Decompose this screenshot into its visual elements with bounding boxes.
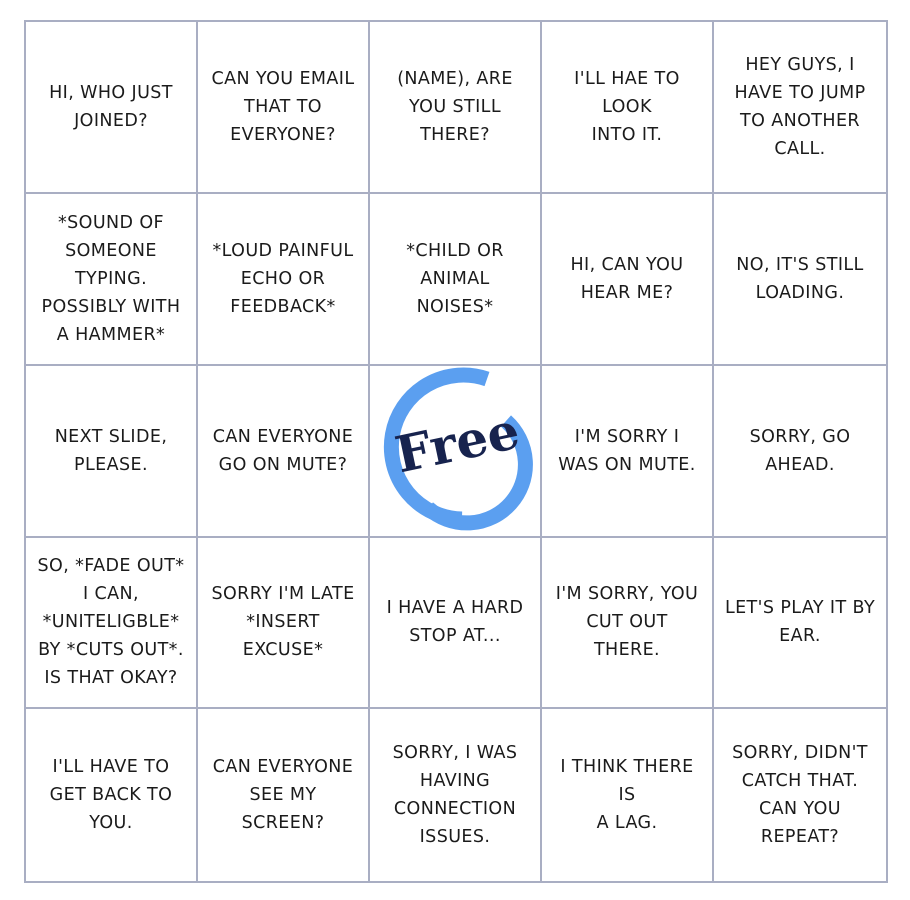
- cell-label: SO, *FADE OUT* I CAN, *UNITELIGBLE* BY *CUTS OUT*. IS THAT OKAY?: [37, 556, 185, 689]
- bingo-cell[interactable]: [714, 194, 886, 366]
- bingo-cell[interactable]: [714, 709, 886, 881]
- bingo-cell[interactable]: [198, 538, 370, 710]
- cell-label: I'M SORRY, YOU CUT OUT THERE.: [555, 584, 699, 661]
- cell-label: I HAVE A HARD STOP AT...: [386, 598, 524, 647]
- free-space-cell[interactable]: [370, 366, 542, 538]
- cell-label: CAN EVERYONE GO ON MUTE?: [212, 426, 354, 475]
- bingo-cell[interactable]: [542, 538, 714, 710]
- bingo-cell[interactable]: [198, 709, 370, 881]
- bingo-board: [24, 20, 888, 883]
- cell-label: SORRY, GO AHEAD.: [749, 426, 851, 475]
- bingo-cell[interactable]: [26, 366, 198, 538]
- bingo-cell[interactable]: [198, 194, 370, 366]
- bingo-cell[interactable]: [714, 366, 886, 538]
- cell-label: *LOUD PAINFUL ECHO OR FEEDBACK*: [212, 240, 354, 317]
- bingo-cell[interactable]: [370, 538, 542, 710]
- bingo-cell[interactable]: [370, 709, 542, 881]
- cell-label: HI, CAN YOU HEAR ME?: [570, 254, 684, 303]
- bingo-cell[interactable]: [198, 22, 370, 194]
- cell-label: *SOUND OF SOMEONE TYPING. POSSIBLY WITH A HAMMER*: [41, 212, 181, 345]
- bingo-cell[interactable]: [26, 22, 198, 194]
- bingo-cell[interactable]: [26, 538, 198, 710]
- bingo-cell[interactable]: [542, 366, 714, 538]
- bingo-cell[interactable]: [542, 709, 714, 881]
- bingo-cell[interactable]: [370, 194, 542, 366]
- free-space-label: Free: [390, 400, 525, 484]
- cell-label: *CHILD OR ANIMAL NOISES*: [406, 240, 504, 317]
- bingo-cell[interactable]: [198, 366, 370, 538]
- cell-label: I'LL HAE TO LOOK INTO IT.: [574, 68, 680, 145]
- cell-label: CAN EVERYONE SEE MY SCREEN?: [212, 757, 354, 834]
- bingo-cell[interactable]: [26, 709, 198, 881]
- bingo-cell[interactable]: [714, 538, 886, 710]
- cell-label: SORRY, I WAS HAVING CONNECTION ISSUES.: [392, 743, 518, 848]
- bingo-cell[interactable]: [542, 194, 714, 366]
- bingo-cell[interactable]: [542, 22, 714, 194]
- circular-arrow-ring-icon: [370, 366, 540, 536]
- cell-label: CAN YOU EMAIL THAT TO EVERYONE?: [211, 68, 355, 145]
- cell-label: (NAME), ARE YOU STILL THERE?: [397, 68, 513, 145]
- cell-label: SORRY, DIDN'T CATCH THAT. CAN YOU REPEAT?: [732, 743, 868, 848]
- cell-label: HEY GUYS, I HAVE TO JUMP TO ANOTHER CALL.: [734, 54, 866, 159]
- bingo-cell[interactable]: [26, 194, 198, 366]
- cell-label: I THINK THERE IS A LAG.: [560, 757, 694, 834]
- cell-label: LET'S PLAY IT BY EAR.: [724, 598, 876, 647]
- cell-label: I'LL HAVE TO GET BACK TO YOU.: [49, 757, 173, 834]
- bingo-cell[interactable]: [714, 22, 886, 194]
- cell-label: SORRY I'M LATE *INSERT EXCUSE*: [211, 584, 355, 661]
- cell-label: HI, WHO JUST JOINED?: [49, 82, 173, 131]
- cell-label: NEXT SLIDE, PLEASE.: [54, 426, 168, 475]
- cell-label: NO, IT'S STILL LOADING.: [736, 254, 864, 303]
- bingo-cell[interactable]: [370, 22, 542, 194]
- cell-label: I'M SORRY I WAS ON MUTE.: [558, 426, 696, 475]
